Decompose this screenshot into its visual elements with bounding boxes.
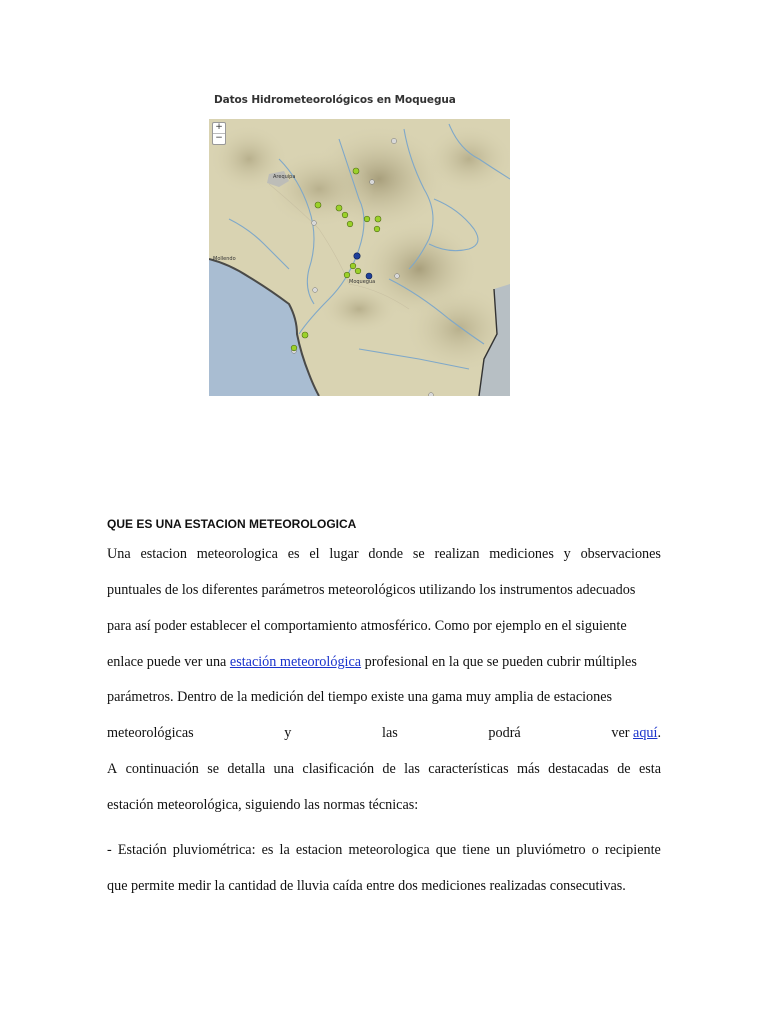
zoom-control — [212, 122, 226, 145]
word: detalla — [227, 761, 266, 777]
p1-line3: para así poder establecer el comportamiento atmosférico. Como por ejemplo en el siguiente — [107, 618, 627, 634]
p2-line1 — [107, 760, 661, 778]
word: una — [273, 761, 295, 777]
p1-line5: parámetros. Dentro de la medición del tiempo existe una gama muy amplia de estaciones — [107, 689, 613, 705]
word: Una — [107, 546, 131, 562]
zoom-in-button[interactable]: + — [215, 122, 223, 132]
word: meteorológicas — [107, 725, 194, 741]
ver-text: ver — [611, 725, 634, 741]
map-label-moquegua: Moquegua — [349, 279, 376, 285]
p3-line2: que permite medir la cantidad de lluvia caída entre dos mediciones realizadas consecutivas. — [107, 878, 626, 894]
word: pluviométrica: — [172, 842, 256, 858]
map-label-mollendo: Mollendo — [213, 256, 236, 262]
ver-aqui — [611, 724, 661, 742]
word: destacadas — [548, 761, 609, 777]
word: las — [404, 761, 420, 777]
section-heading: QUE ES UNA ESTACION METEOROLOGICA — [107, 517, 357, 531]
word: y — [284, 725, 292, 741]
p1-line1 — [107, 545, 661, 563]
word: estacion — [140, 546, 187, 562]
word: mediciones — [489, 546, 554, 562]
map-image[interactable] — [209, 119, 510, 396]
word: estacion — [295, 842, 343, 858]
word: las — [382, 725, 398, 741]
word: es — [287, 546, 300, 562]
word: - — [107, 842, 112, 858]
word: se — [207, 761, 220, 777]
word: un — [495, 842, 511, 858]
p1-line4-after: profesional en la que se pueden cubrir múltiples — [361, 654, 637, 670]
word: continuación — [125, 761, 199, 777]
word: características — [428, 761, 509, 777]
word: podrá — [488, 725, 521, 741]
map-label-arequipa: Arequipa — [273, 174, 296, 180]
zoom-out-button[interactable]: − — [213, 133, 225, 144]
word: Estación — [117, 842, 167, 858]
word: que — [435, 842, 457, 858]
aqui-link[interactable]: aquí — [633, 725, 658, 741]
p2-line2: estación meteorológica, siguiendo las normas técnicas: — [107, 797, 419, 813]
p1-line4 — [107, 653, 661, 671]
word: el — [309, 546, 320, 562]
word: más — [516, 761, 540, 777]
period: . — [657, 725, 661, 741]
word: donde — [368, 546, 404, 562]
word: y — [563, 546, 571, 562]
word: realizan — [434, 546, 480, 562]
word: meteorologica — [196, 546, 278, 562]
word: la — [279, 842, 290, 858]
word: tiene — [462, 842, 490, 858]
p1-line4-before: enlace puede ver una — [107, 654, 230, 670]
word: o — [591, 842, 599, 858]
word: meteorologica — [348, 842, 430, 858]
word: esta — [638, 761, 661, 777]
word: de — [382, 761, 396, 777]
word: observaciones — [580, 546, 661, 562]
map-title: Datos Hidrometeorológicos en Moquegua — [214, 94, 456, 106]
word: recipiente — [604, 842, 661, 858]
p1-line2: puntuales de los diferentes parámetros meteorológicos utilizando los instrumentos adecuados — [107, 582, 636, 598]
word: lugar — [329, 546, 359, 562]
word: clasificación — [302, 761, 375, 777]
p3-line1 — [107, 841, 661, 859]
word: es — [261, 842, 274, 858]
p1-line6 — [107, 724, 661, 742]
map-terrain — [209, 119, 510, 396]
word: se — [412, 546, 425, 562]
estacion-meteorologica-link[interactable]: estación meteorológica — [229, 654, 362, 670]
word: A — [107, 761, 118, 777]
word: de — [617, 761, 631, 777]
word: pluviómetro — [516, 842, 586, 858]
